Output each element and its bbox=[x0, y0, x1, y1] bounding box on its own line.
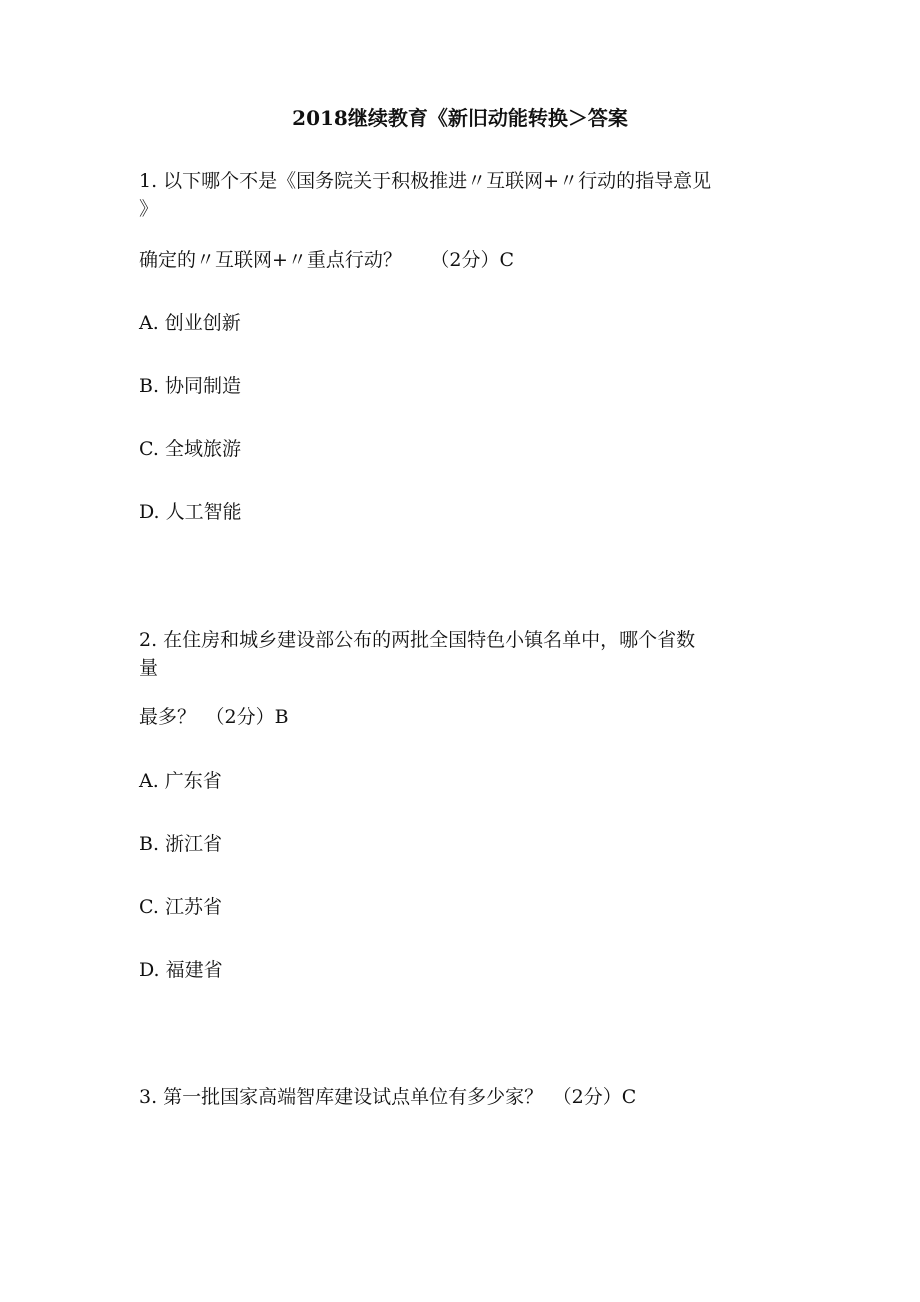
document-title: 2018继续教育《新旧动能转换＞答案 bbox=[292, 106, 628, 130]
question-2-option-d: D. 福建省 bbox=[139, 959, 223, 981]
question-1-option-d: D. 人工智能 bbox=[139, 501, 242, 523]
question-1-stem-line-2: 》 bbox=[139, 198, 159, 220]
question-1-option-c: C. 全域旅游 bbox=[139, 438, 241, 460]
question-2-option-b: B. 浙江省 bbox=[139, 833, 223, 855]
question-1-option-b: B. 协同制造 bbox=[139, 375, 242, 397]
question-3-stem-line-1: 3. 第一批国家高端智库建设试点单位有多少家？ （2分）C bbox=[139, 1086, 637, 1108]
question-1-stem-line-3: 确定的〃互联网+〃重点行动？ （2分）C bbox=[139, 249, 515, 271]
question-2-stem-line-1: 2. 在住房和城乡建设部公布的两批全国特色小镇名单中，哪个省数 bbox=[139, 629, 696, 651]
question-1-stem-line-1: 1. 以下哪个不是《国务院关于积极推进〃互联网+〃行动的指导意见 bbox=[139, 170, 712, 192]
question-1-option-a: A. 创业创新 bbox=[139, 312, 241, 334]
question-2-stem-line-3: 最多？ （2分）B bbox=[139, 706, 289, 728]
question-2-stem-line-2: 量 bbox=[139, 657, 159, 679]
question-2-option-a: A. 广东省 bbox=[139, 770, 222, 792]
question-2-option-c: C. 江苏省 bbox=[139, 896, 222, 918]
